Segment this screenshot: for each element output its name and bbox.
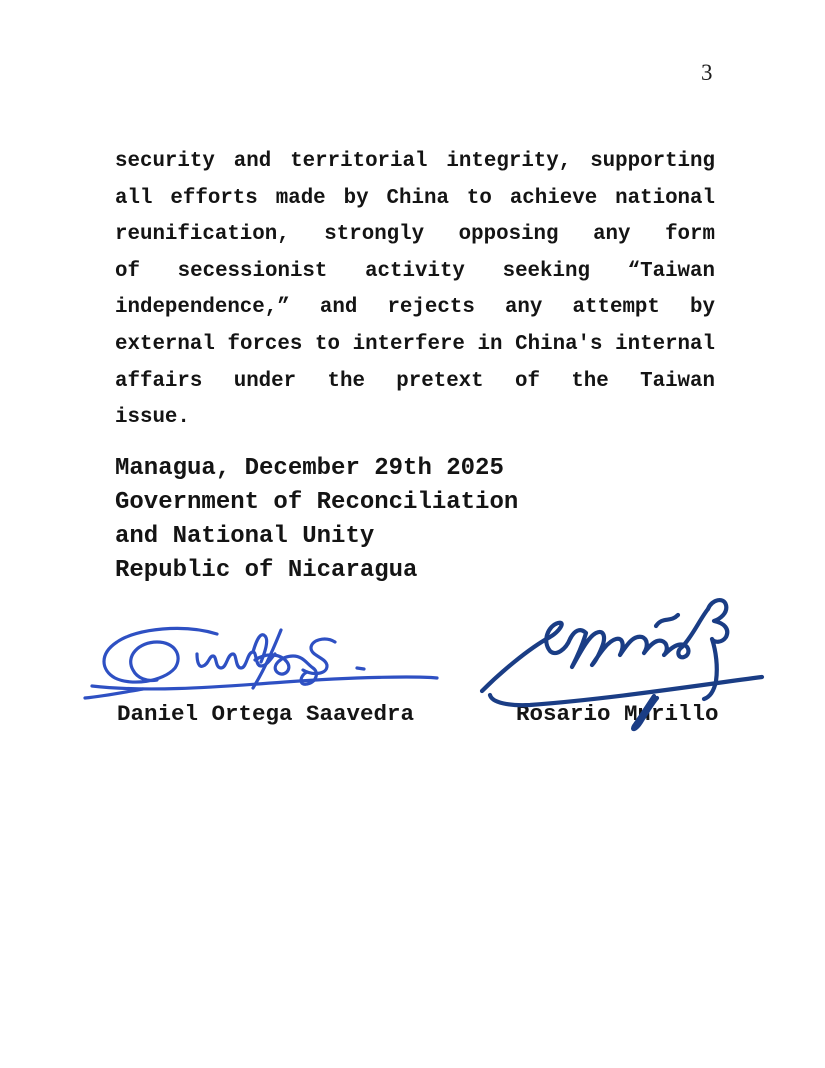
- signatory-name-daniel-ortega: Daniel Ortega Saavedra: [117, 701, 415, 727]
- paragraph-line: affairs under the pretext of the Taiwan: [115, 369, 715, 393]
- closing-block: [115, 452, 735, 588]
- page-number: 3: [701, 60, 713, 85]
- rosario-murillo-signature-icon: [470, 593, 775, 735]
- daniel-ortega-signature-icon: [85, 612, 450, 704]
- unity-line: and National Unity: [115, 523, 375, 550]
- paragraph-line: security and territorial integrity, supporting: [115, 150, 715, 173]
- paragraph-line: independence,” and rejects any attempt by: [115, 296, 715, 320]
- paragraph-line: all efforts made by China to achieve national: [115, 186, 715, 210]
- date-line: Managua, December 29th 2025: [115, 455, 504, 482]
- paragraph-line: issue.: [115, 406, 190, 430]
- paragraph-line: external forces to interfere in China's internal: [115, 332, 715, 356]
- government-line: Government of Reconciliation: [115, 489, 519, 516]
- paragraph-line: of secessionist activity seeking “Taiwan: [115, 259, 715, 283]
- body-paragraph: [115, 144, 715, 437]
- republic-line: Republic of Nicaragua: [115, 557, 418, 584]
- signatory-name-rosario-murillo: Rosario Murillo: [516, 701, 719, 727]
- paragraph-line: reunification, strongly opposing any form: [115, 223, 715, 247]
